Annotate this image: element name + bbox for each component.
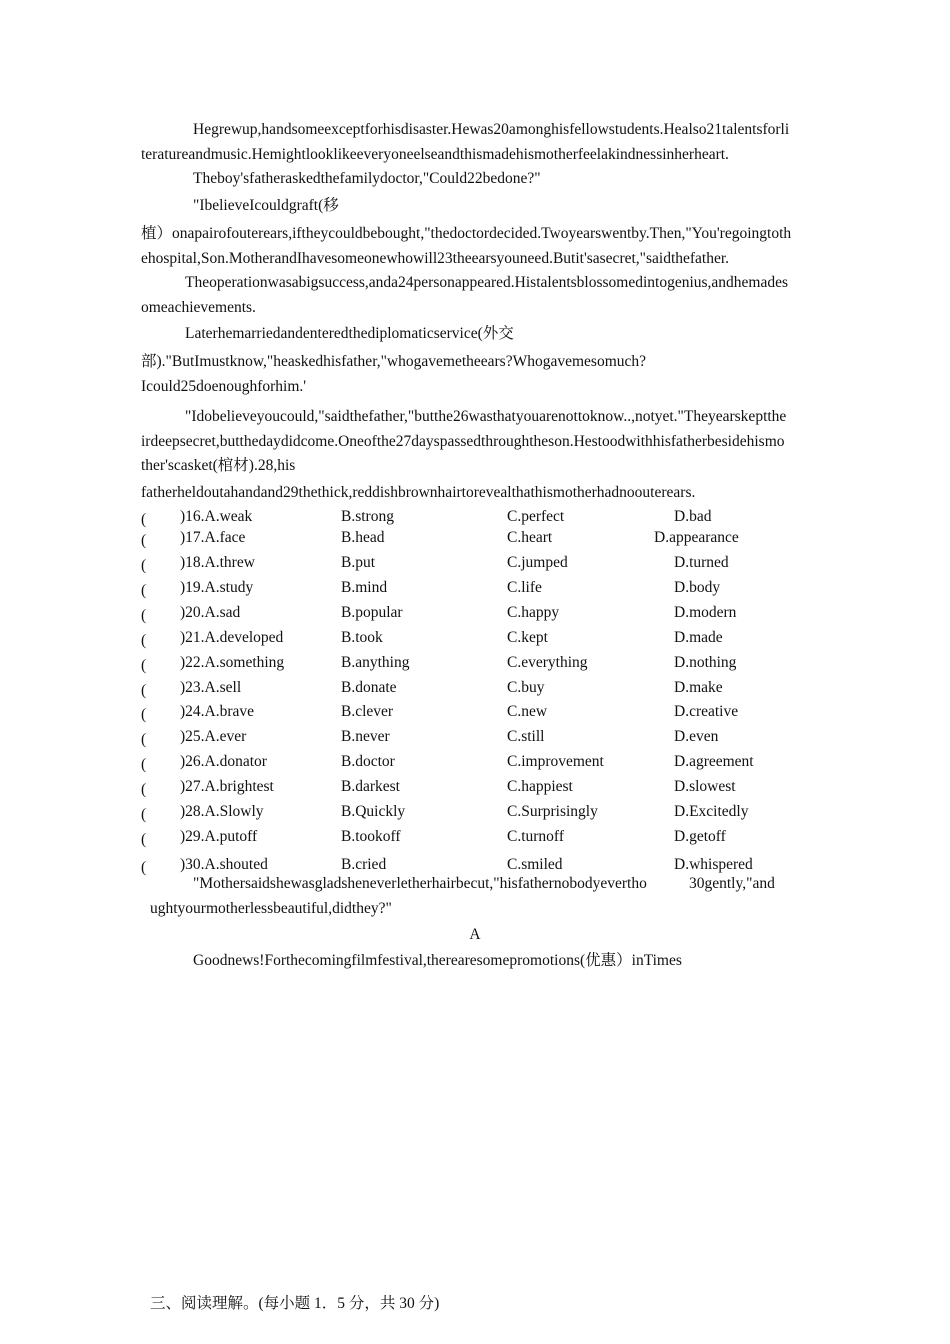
- option-a: )24.A.brave: [180, 703, 255, 720]
- option-b: B.strong: [341, 508, 394, 525]
- passage-line: ther'scasket(棺材).28,his: [141, 457, 296, 474]
- answer-paren: (: [141, 731, 147, 748]
- question-row: [0, 678, 950, 700]
- passage-line: Laterhemarriedandenteredthediplomaticservice(外交: [185, 325, 514, 342]
- option-a: )19.A.study: [180, 579, 254, 596]
- option-c: C.happiest: [507, 778, 573, 795]
- passage-line: 部)."ButImustknow,"heaskedhisfather,"whogavemetheears?Whogavemesomuch?: [141, 353, 647, 370]
- question-row: [0, 603, 950, 625]
- question-row: [0, 727, 950, 749]
- option-b: B.head: [341, 529, 385, 546]
- question-row: [0, 653, 950, 675]
- answer-paren: (: [141, 859, 147, 876]
- option-c: C.kept: [507, 629, 548, 646]
- answer-paren: (: [141, 532, 147, 549]
- option-d: D.Excitedly: [674, 803, 749, 820]
- option-c: C.Surprisingly: [507, 803, 598, 820]
- passage-line: ehospital,Son.MotherandIhavesomeonewhowill23theearsyouneed.Butit'sasecret,"saidthefather.: [141, 250, 730, 267]
- option-b: B.anything: [341, 654, 410, 671]
- question-row: [0, 528, 950, 550]
- question-row: [0, 507, 950, 529]
- passage-line: fatherheldoutahandand29thethick,reddishbrownhairtorevealthathismotherhadnoouterears.: [141, 484, 696, 501]
- option-c: C.smiled: [507, 856, 563, 873]
- option-a: )27.A.brightest: [180, 778, 274, 795]
- ending-line: ughtyourmotherlessbeautiful,didthey?": [150, 900, 392, 917]
- option-a: )26.A.donator: [180, 753, 267, 770]
- passage-line: Theoperationwasabigsuccess,anda24personappeared.Histalentsblossomedintogenius,andhemades: [185, 274, 789, 291]
- option-b: B.tookoff: [341, 828, 401, 845]
- part-title: 三、阅读理解。(每小题 1．5 分，共 30 分): [150, 1295, 440, 1312]
- question-row: [0, 752, 950, 774]
- option-a: )18.A.threw: [180, 554, 255, 571]
- option-d: D.make: [674, 679, 723, 696]
- passage-line: teratureandmusic.Hemightlooklikeeveryoneelseandthismadehismotherfeelakindnessinherheart.: [141, 146, 729, 163]
- option-b: B.donate: [341, 679, 397, 696]
- answer-paren: (: [141, 557, 147, 574]
- question-row: [0, 827, 950, 849]
- option-d: D.made: [674, 629, 723, 646]
- option-d: D.modern: [674, 604, 737, 621]
- passage-line: irdeepsecret,butthedaydidcome.Oneofthe27dayspassedthroughtheson.Hestoodwithhisfatherbesidehismo: [141, 433, 785, 450]
- answer-paren: (: [141, 706, 147, 723]
- option-d: D.slowest: [674, 778, 736, 795]
- passage-line: "IbelieveIcouldgraft(移: [193, 197, 339, 214]
- option-d: D.creative: [674, 703, 739, 720]
- passage-line: omeachievements.: [141, 299, 256, 316]
- answer-paren: (: [141, 632, 147, 649]
- option-b: B.popular: [341, 604, 403, 621]
- option-a: )30.A.shouted: [180, 856, 268, 873]
- option-d: D.turned: [674, 554, 729, 571]
- option-a: )25.A.ever: [180, 728, 247, 745]
- option-a: )21.A.developed: [180, 629, 284, 646]
- question-row: [0, 802, 950, 824]
- option-c: C.jumped: [507, 554, 568, 571]
- question-row: [0, 553, 950, 575]
- answer-paren: (: [141, 657, 147, 674]
- option-c: C.happy: [507, 604, 560, 621]
- option-d: D.body: [674, 579, 721, 596]
- option-d: D.bad: [674, 508, 712, 525]
- option-d: D.even: [674, 728, 719, 745]
- question-row: [0, 777, 950, 799]
- answer-paren: (: [141, 831, 147, 848]
- option-b: B.doctor: [341, 753, 395, 770]
- question-row: [0, 628, 950, 650]
- option-b: B.mind: [341, 579, 388, 596]
- option-c: C.buy: [507, 679, 545, 696]
- option-a: )17.A.face: [180, 529, 246, 546]
- answer-paren: (: [141, 682, 147, 699]
- option-a: )23.A.sell: [180, 679, 242, 696]
- passage-line: "Idobelieveyoucould,"saidthefather,"butthe26wasthatyouarenottoknow..,notyet."Theyearskeptthe: [185, 408, 787, 425]
- answer-paren: (: [141, 756, 147, 773]
- option-b: B.never: [341, 728, 390, 745]
- option-a: )20.A.sad: [180, 604, 241, 621]
- option-a: )28.A.Slowly: [180, 803, 264, 820]
- question-row: [0, 702, 950, 724]
- answer-paren: (: [141, 781, 147, 798]
- answer-paren: (: [141, 511, 147, 528]
- option-a: )22.A.something: [180, 654, 285, 671]
- ending-line-right: 30gently,"and: [689, 875, 775, 892]
- passage-line: Theboy'sfatheraskedthefamilydoctor,"Could22bedone?": [193, 170, 541, 187]
- option-b: B.took: [341, 629, 383, 646]
- answer-paren: (: [141, 582, 147, 599]
- ending-line: "Mothersaidshewasgladsheneverletherhairbecut,"hisfathernobodyevertho: [193, 875, 647, 892]
- passage-line: Hegrewup,handsomeexceptforhisdisaster.Hewas20amonghisfellowstudents.Healso21talentsforli: [193, 121, 790, 138]
- option-d: D.agreement: [674, 753, 754, 770]
- passage-line: 植）onapairofouterears,iftheycouldbebought,"thedoctordecided.Twoyearswentby.Then,"You'regoingtoth: [141, 225, 792, 242]
- option-c: C.still: [507, 728, 545, 745]
- section-heading: A: [469, 926, 481, 943]
- answer-paren: (: [141, 806, 147, 823]
- option-a: )16.A.weak: [180, 508, 253, 525]
- option-c: C.perfect: [507, 508, 565, 525]
- option-d: D.whispered: [674, 856, 753, 873]
- passage-line: Icould25doenoughforhim.': [141, 378, 307, 395]
- question-row: [0, 578, 950, 600]
- option-c: C.heart: [507, 529, 553, 546]
- option-b: B.cried: [341, 856, 387, 873]
- option-d: D.getoff: [674, 828, 726, 845]
- option-c: C.improvement: [507, 753, 604, 770]
- section-intro: Goodnews!Forthecomingfilmfestival,therearesomepromotions(优惠）inTimes: [193, 952, 682, 969]
- option-d: D.appearance: [654, 529, 739, 546]
- option-c: C.everything: [507, 654, 588, 671]
- option-c: C.life: [507, 579, 542, 596]
- option-a: )29.A.putoff: [180, 828, 258, 845]
- option-b: B.darkest: [341, 778, 400, 795]
- answer-paren: (: [141, 607, 147, 624]
- option-d: D.nothing: [674, 654, 737, 671]
- option-c: C.new: [507, 703, 548, 720]
- option-b: B.Quickly: [341, 803, 406, 820]
- option-c: C.turnoff: [507, 828, 564, 845]
- option-b: B.clever: [341, 703, 394, 720]
- option-b: B.put: [341, 554, 376, 571]
